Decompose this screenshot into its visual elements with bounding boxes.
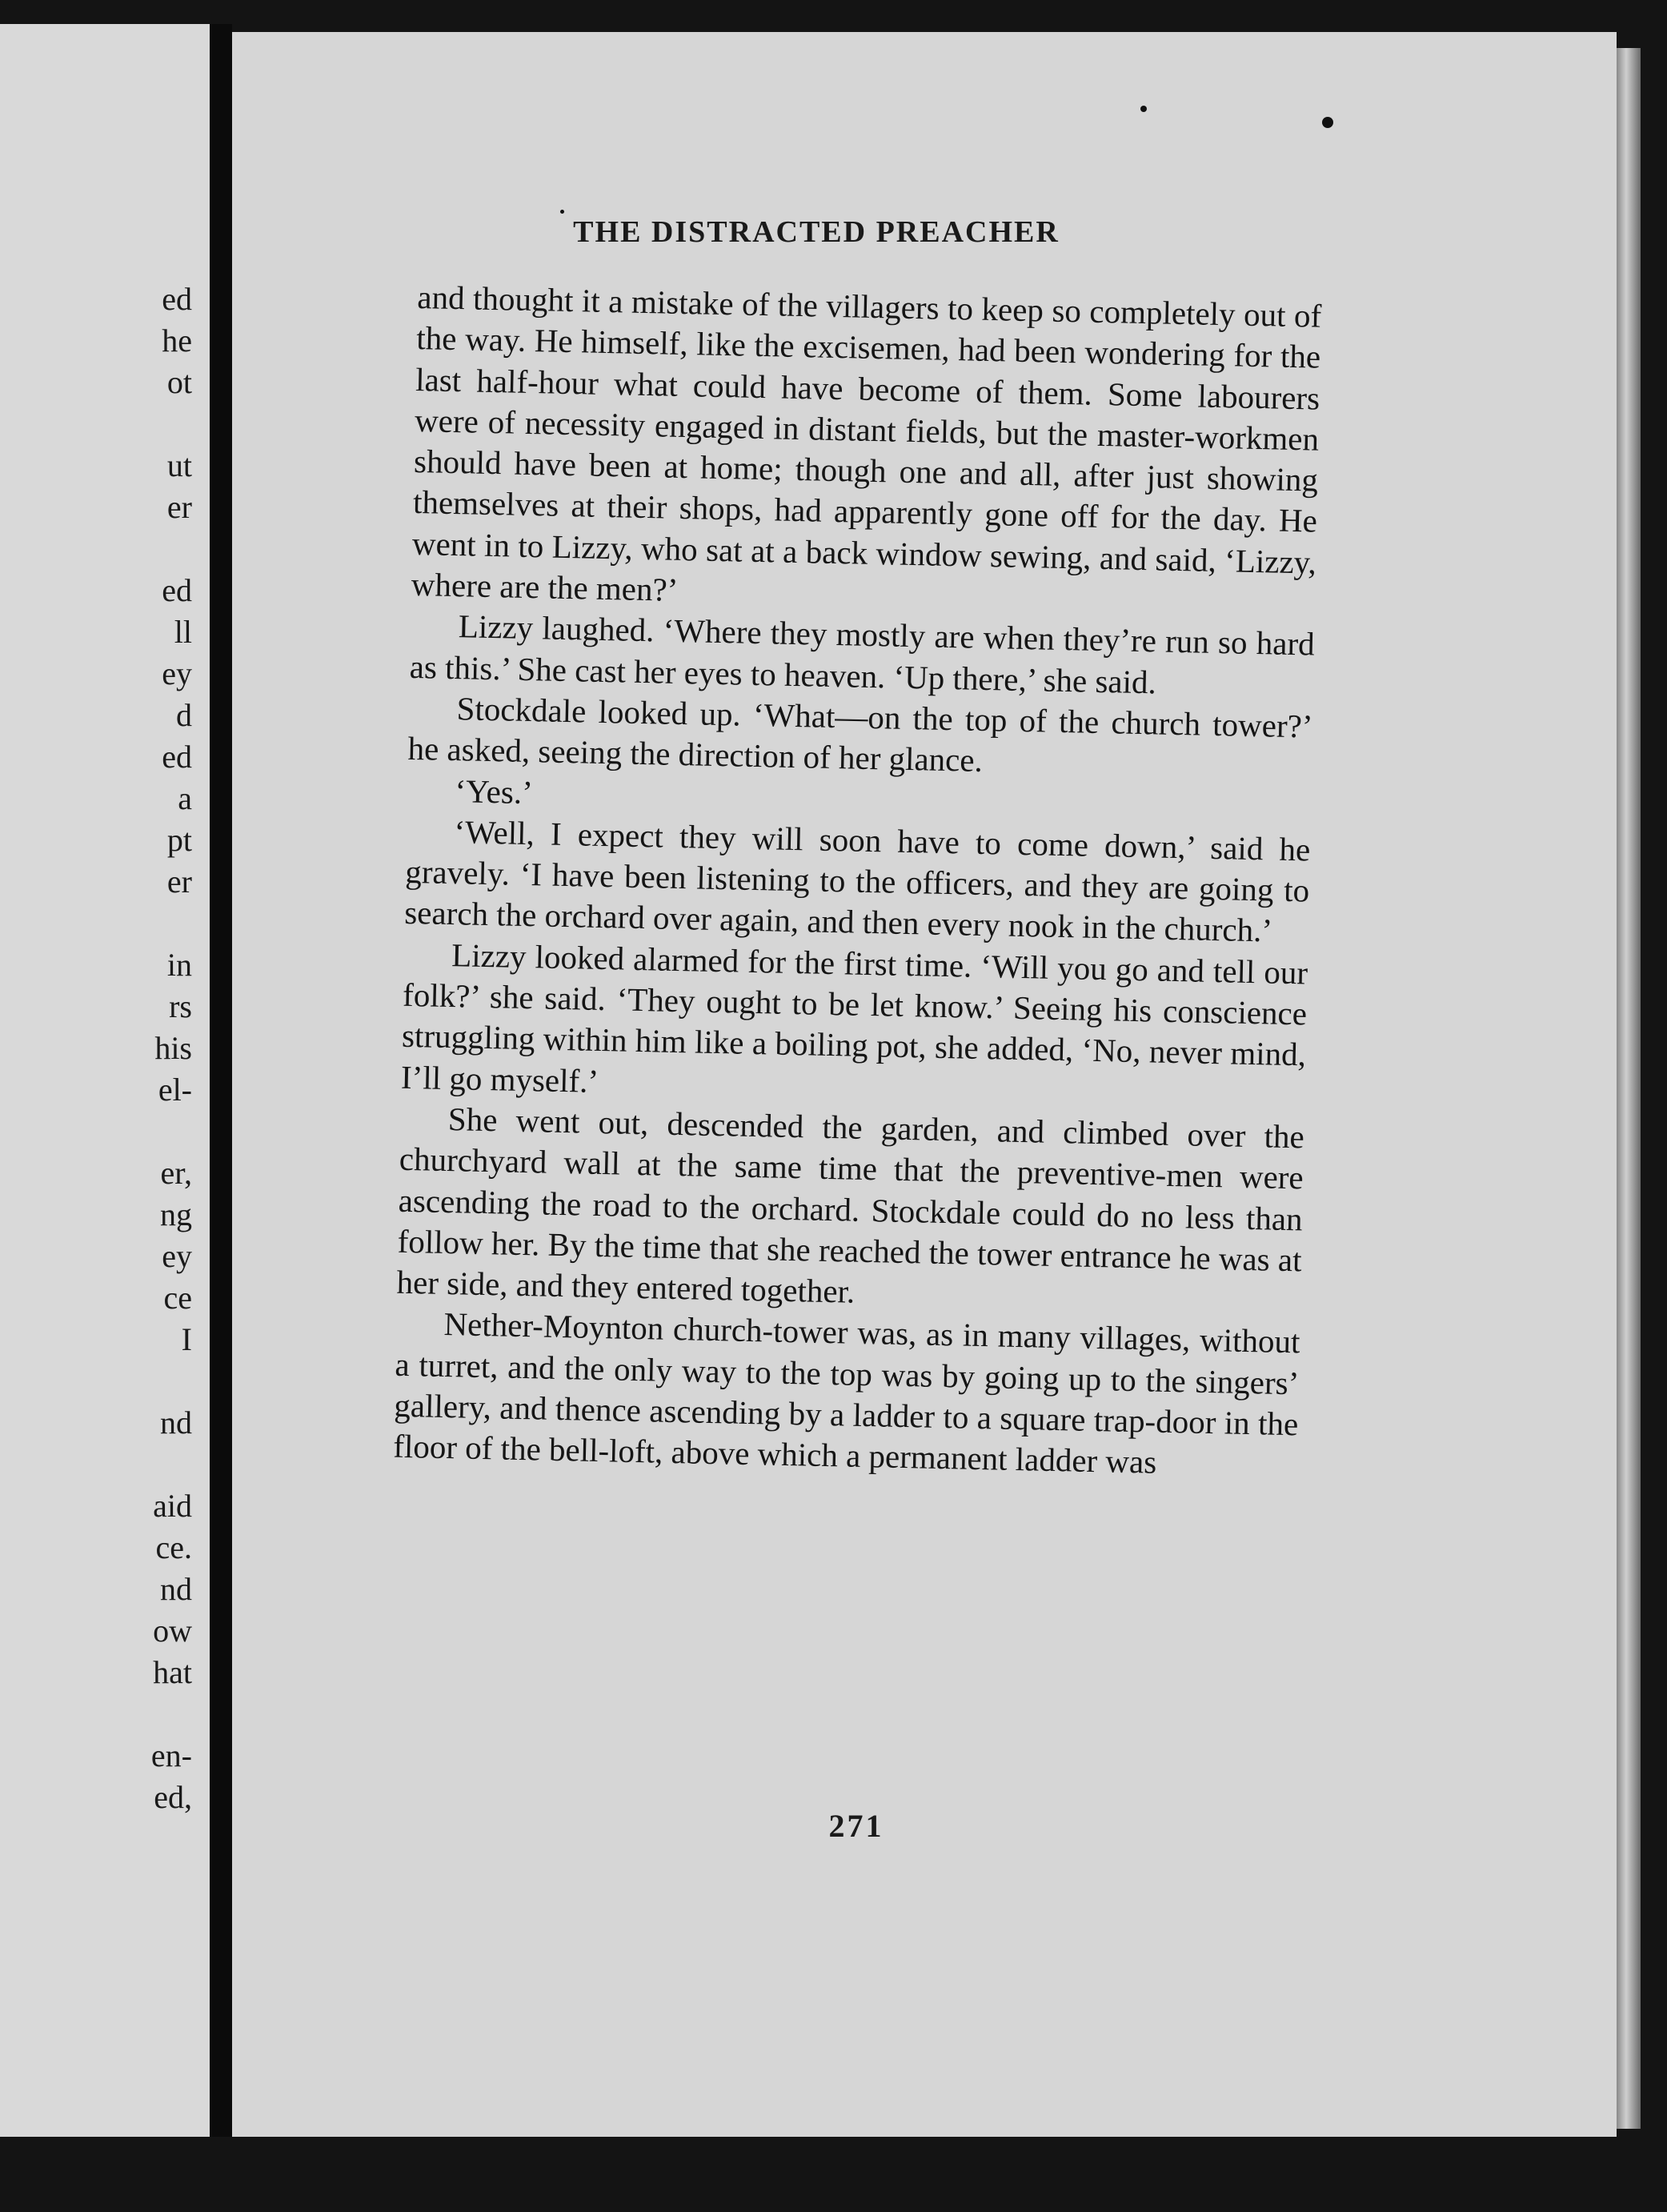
ink-speck (1322, 117, 1333, 128)
left-fragment: a (178, 780, 192, 816)
book-gutter (210, 24, 232, 2137)
ink-speck (1140, 106, 1147, 112)
paragraph: Nether-Moynton church-tower was, as in many villages, without a turret, and the only way to the top was by going up to the singers’ gallery, and thence ascending by a ladder to a square trap-door in the floor of the bell-loft, above which a permanent ladder was (392, 1305, 1300, 1481)
left-fragment: ll (174, 614, 192, 650)
paragraph: Lizzy laughed. ‘Where they mostly are when they’re run so hard as this.’ She cast her eyes to heaven. ‘Up there,’ she said. (409, 607, 1316, 701)
running-head: THE DISTRACTED PREACHER (573, 215, 1060, 249)
left-fragment: ce (163, 1280, 192, 1316)
left-fragment: his (154, 1030, 192, 1066)
left-fragment: ed, (154, 1779, 192, 1815)
left-fragment: in (166, 947, 192, 983)
paragraph: ‘Well, I expect they will soon have to come down,’ said he gravely. ‘I have been listening to the officers, and they are going to search the orchard over again, and then every nook in the church.’ (403, 812, 1311, 949)
left-fragment: ey (162, 1238, 192, 1274)
paragraph: Stockdale looked up. ‘What—on the top of the church tower?’ he asked, seeing the direction of her glance. (407, 690, 1313, 779)
left-fragment: he (162, 323, 192, 359)
left-fragment: er, (160, 1155, 192, 1191)
left-fragment: rs (169, 988, 192, 1024)
left-fragment: pt (166, 822, 192, 858)
left-fragment: aid (153, 1488, 192, 1524)
left-fragment: ng (160, 1196, 192, 1232)
page-number: 271 (828, 1808, 884, 1844)
body-text (393, 277, 1322, 1486)
paragraph: ‘Yes.’ (455, 771, 534, 811)
left-fragment: hat (153, 1654, 192, 1690)
left-fragment: ow (153, 1613, 192, 1649)
left-fragment: en- (150, 1737, 192, 1773)
left-fragment: ey (162, 655, 192, 691)
left-fragment: nd (160, 1571, 192, 1607)
left-fragment: I (181, 1321, 192, 1357)
ink-speck (560, 210, 564, 214)
left-fragment: ce. (155, 1529, 192, 1565)
left-fragment: ot (166, 364, 192, 400)
page-edge (1617, 48, 1641, 2129)
left-fragment: ut (166, 447, 192, 483)
left-fragment: d (176, 697, 192, 733)
left-fragment: er (166, 489, 192, 525)
paragraph: Lizzy looked alarmed for the first time. ‘Will you go and tell our folk?’ she said. ‘They ought to be let know.’ Seeing his conscience struggling within him like a boiling pot, she added, ‘No, never mind, I’ll go myself.’ (400, 936, 1308, 1100)
left-page (0, 24, 210, 2137)
left-fragment: el- (158, 1072, 192, 1108)
paragraph: and thought it a mistake of the villagers to keep so completely out of the way. He himself, like the excisemen, had been wondering for the last half-hour what could have become of them. Some labourers were of necessity engaged in distant fields, but the master-workmen should have been at home; though one and all, after just showing themselves at their shops, had apparently gone off for the day. He went in to Lizzy, who sat at a back window sewing, and said, ‘Lizzy, where are the men?’ (411, 278, 1322, 608)
left-fragment: ed (162, 739, 192, 775)
left-fragment: nd (160, 1405, 192, 1441)
paragraph: She went out, descended the garden, and climbed over the churchyard wall at the same time that the preventive-men were ascending the road to the orchard. Stockdale could do no less than follow her. By the time that she reached the tower entrance he was at her side, and they entered together. (396, 1100, 1305, 1310)
left-fragment: er (166, 864, 192, 900)
left-fragment: ed (162, 281, 192, 317)
left-fragment: ed (162, 572, 192, 608)
